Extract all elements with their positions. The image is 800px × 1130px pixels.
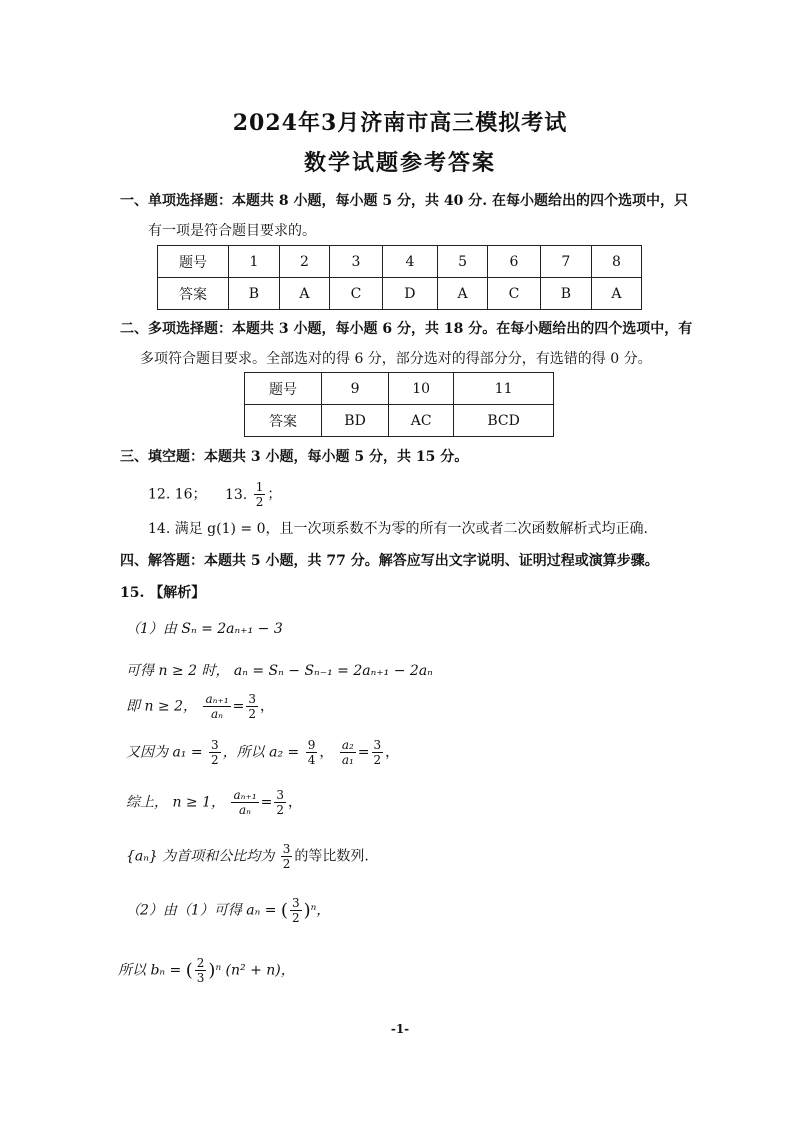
text: 即 n ≥ 2， — [126, 698, 198, 715]
table-row — [245, 405, 554, 437]
text: 所以 bₙ = — [118, 962, 182, 979]
numerator: 1 — [255, 480, 264, 494]
table-cell: 1 — [229, 246, 280, 278]
table-cell: B — [229, 278, 280, 310]
numerator: 3 — [291, 896, 300, 910]
solution-step-4: 又因为 a₁ = $\frac{3}{2}$ ，所以 a₂ = $\frac{9}{4}$ ， $\frac{\text{a₂}}{\text{a₁}}$ = $\frac{3}{2}$ ， — [126, 738, 400, 767]
numerator: aₙ₊₁ — [233, 788, 257, 802]
table-cell: BCD — [454, 405, 554, 437]
table-cell: A — [437, 278, 487, 310]
text: ， — [319, 744, 334, 761]
denominator: aₙ — [239, 803, 252, 817]
answer-13-label: 13. — [224, 486, 248, 503]
denominator: 4 — [307, 753, 316, 767]
fraction — [281, 842, 293, 871]
page-title: 2024年3月济南市高三模拟考试 — [232, 110, 568, 136]
text: 的等比数列. — [294, 848, 369, 865]
answer-12: 12. 16； — [148, 486, 207, 503]
table-cell: B — [540, 278, 591, 310]
denominator: 2 — [282, 857, 291, 871]
solution-step-5: 综上， n ≥ 1， $\frac{\text{aₙ₊₁}}{\text{aₙ}}$ = $\frac{3}{2}$ ， — [126, 788, 303, 817]
page-number: -1- — [390, 1022, 410, 1036]
text: ⁿ， — [310, 902, 331, 919]
text: ， — [385, 744, 400, 761]
row-label: 答案 — [158, 278, 229, 310]
table-row — [158, 246, 642, 278]
solution-step-2: 可得 n ≥ 2 时， aₙ = Sₙ − Sₙ₋₁ = 2aₙ₊₁ − 2aₙ — [126, 663, 433, 679]
fraction — [254, 480, 266, 509]
table-cell: 6 — [488, 246, 541, 278]
table-cell: D — [382, 278, 437, 310]
numerator: 3 — [373, 738, 382, 752]
solution-step-7: （2）由（1）可得 aₙ = ( $\frac{3}{2}$ )ⁿ， — [126, 896, 331, 925]
numerator: 3 — [211, 738, 219, 752]
fraction — [246, 692, 258, 721]
multi-choice-table — [244, 372, 554, 437]
text: ，所以 a₂ = — [222, 744, 300, 761]
fraction — [340, 738, 356, 767]
numerator: aₙ₊₁ — [205, 692, 229, 706]
table-cell: 2 — [279, 246, 329, 278]
table-cell: 10 — [389, 373, 454, 405]
text: （2）由（1）可得 aₙ = — [126, 902, 277, 919]
answer-12-13 — [148, 480, 281, 509]
numerator: 3 — [282, 842, 291, 856]
fraction — [195, 956, 207, 985]
solution-step-8: 所以 bₙ = ( $\frac{2}{3}$ )ⁿ (n² + n)， — [118, 956, 295, 985]
table-row — [245, 373, 554, 405]
section4-heading: 四、解答题：本题共 5 小题，共 77 分。解答应写出文字说明、证明过程或演算步骤。 — [120, 553, 659, 569]
section1-heading: 一、单项选择题：本题共 8 小题，每小题 5 分，共 40 分. 在每小题给出的四个选项中，只 — [120, 193, 688, 209]
fraction — [209, 738, 221, 767]
row-label: 题号 — [245, 373, 322, 405]
answer-13-suffix: ； — [267, 486, 282, 503]
table-cell: 8 — [591, 246, 641, 278]
table-row — [158, 278, 642, 310]
row-label: 答案 — [245, 405, 322, 437]
fraction — [231, 788, 258, 817]
row-label: 题号 — [158, 246, 229, 278]
table-cell: A — [279, 278, 329, 310]
fraction — [306, 738, 318, 767]
solution-step-3 — [126, 692, 274, 721]
numerator: a₂ — [341, 738, 354, 752]
section2-heading-cont: 多项符合题目要求。全部选对的得 6 分，部分选对的得部分分，有选错的得 0 分。 — [140, 351, 652, 367]
table-cell: C — [330, 278, 383, 310]
solution-step-6 — [126, 842, 369, 871]
denominator: 2 — [255, 495, 264, 509]
table-cell: 5 — [437, 246, 487, 278]
table-cell: 11 — [454, 373, 554, 405]
denominator: 2 — [373, 753, 382, 767]
table-cell: 9 — [322, 373, 389, 405]
equals: = — [232, 698, 245, 715]
fraction — [274, 788, 286, 817]
denominator: 3 — [196, 971, 205, 985]
numerator: 9 — [307, 738, 316, 752]
text: ， — [260, 698, 275, 715]
numerator: 3 — [248, 692, 257, 706]
text: 综上， n ≥ 1， — [126, 794, 226, 811]
denominator: 2 — [248, 707, 257, 721]
single-choice-table — [157, 245, 642, 310]
text: 又因为 a₁ = — [126, 744, 203, 761]
numerator: 2 — [196, 956, 205, 970]
fraction — [203, 692, 230, 721]
page-subtitle: 数学试题参考答案 — [303, 150, 496, 176]
numerator: 3 — [276, 788, 285, 802]
denominator: a₁ — [341, 753, 354, 767]
table-cell: AC — [389, 405, 454, 437]
section1-heading-cont: 有一项是符合题目要求的。 — [148, 223, 316, 239]
fraction — [290, 896, 302, 925]
text: {aₙ} 为首项和公比均为 — [126, 848, 275, 865]
solution-step-1: （1）由 Sₙ = 2aₙ₊₁ − 3 — [126, 621, 283, 637]
denominator: aₙ — [211, 707, 224, 721]
table-cell: C — [488, 278, 541, 310]
denominator: 2 — [291, 911, 300, 925]
table-cell: 3 — [330, 246, 383, 278]
q15-heading: 15. 【解析】 — [120, 585, 206, 601]
text: ， — [288, 794, 303, 811]
fraction — [372, 738, 384, 767]
denominator: 2 — [276, 803, 285, 817]
answer-14: 14. 满足 g(1) = 0，且一次项系数不为零的所有一次或者二次函数解析式均正确. — [148, 521, 648, 537]
denominator: 2 — [211, 753, 219, 767]
table-cell: 7 — [540, 246, 591, 278]
section2-heading: 二、多项选择题：本题共 3 小题，每小题 6 分，共 18 分。在每小题给出的四个选项中，有 — [120, 321, 693, 337]
table-cell: 4 — [382, 246, 437, 278]
text: ⁿ (n² + n)， — [215, 962, 295, 979]
section3-heading: 三、填空题：本题共 3 小题，每小题 5 分，共 15 分。 — [120, 449, 469, 465]
table-cell: A — [591, 278, 641, 310]
table-cell: BD — [322, 405, 389, 437]
